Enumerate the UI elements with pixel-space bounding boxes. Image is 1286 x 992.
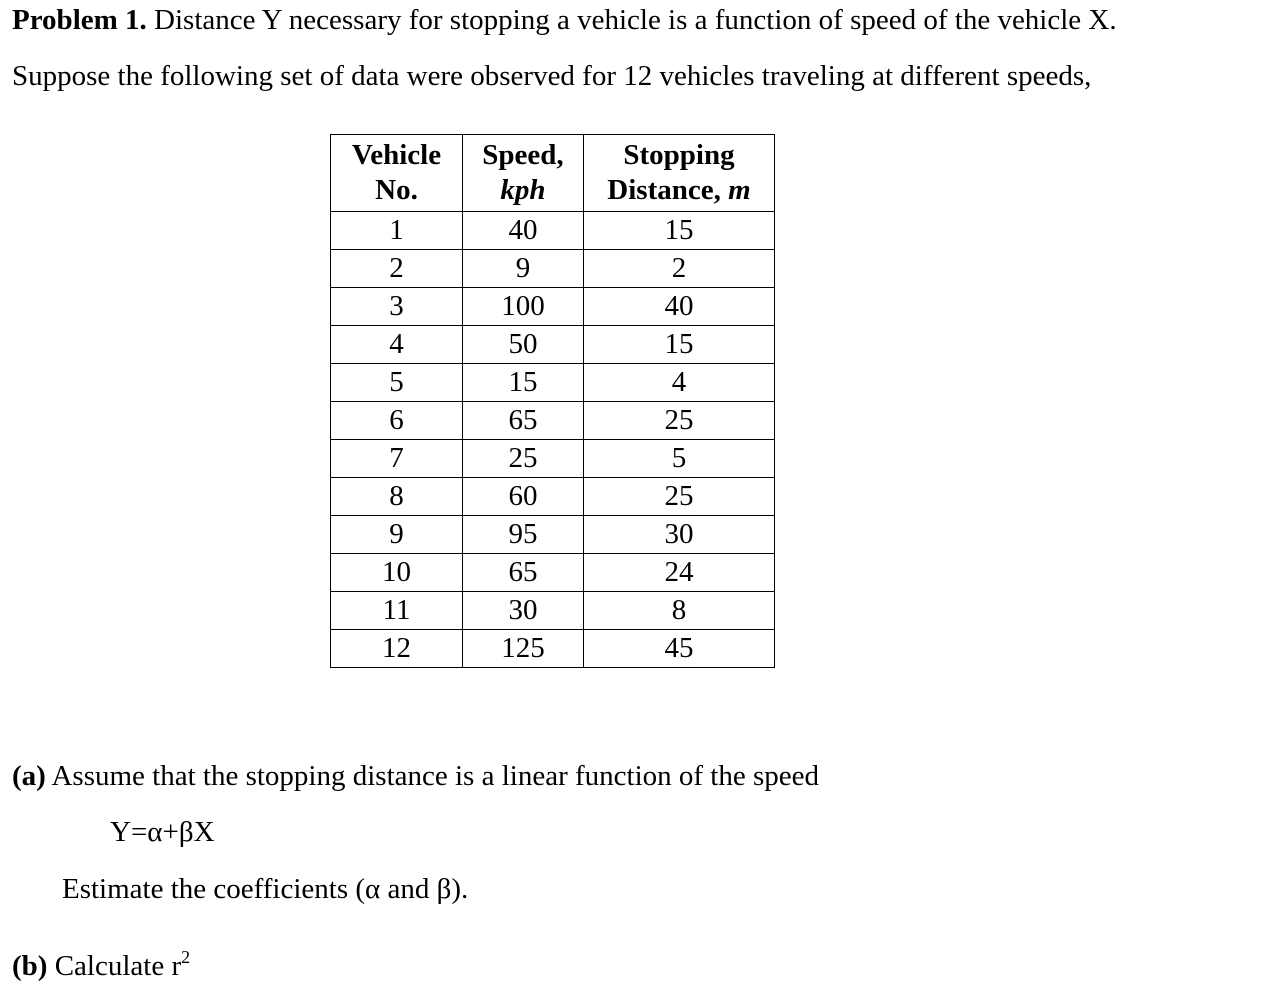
cell-speed: 60 — [463, 478, 584, 516]
cell-vehicle: 9 — [331, 516, 463, 554]
cell-distance: 8 — [584, 592, 775, 630]
cell-speed: 50 — [463, 326, 584, 364]
cell-vehicle: 6 — [331, 402, 463, 440]
table-row — [331, 326, 775, 364]
cell-speed: 25 — [463, 440, 584, 478]
problem-statement-line-2: Suppose the following set of data were observed for 12 vehicles traveling at different speeds, — [12, 60, 1092, 92]
table-row — [331, 516, 775, 554]
cell-vehicle: 4 — [331, 326, 463, 364]
cell-vehicle: 5 — [331, 364, 463, 402]
cell-distance: 25 — [584, 478, 775, 516]
table-row — [331, 592, 775, 630]
table-row — [331, 440, 775, 478]
vehicle-data-table — [330, 134, 775, 668]
table-row — [331, 478, 775, 516]
cell-distance: 5 — [584, 440, 775, 478]
cell-vehicle: 8 — [331, 478, 463, 516]
cell-vehicle: 12 — [331, 630, 463, 668]
r-squared-superscript: 2 — [181, 947, 191, 967]
cell-vehicle: 2 — [331, 250, 463, 288]
cell-speed: 15 — [463, 364, 584, 402]
cell-vehicle: 1 — [331, 212, 463, 250]
cell-distance: 15 — [584, 326, 775, 364]
cell-distance: 15 — [584, 212, 775, 250]
table-row — [331, 554, 775, 592]
cell-speed: 40 — [463, 212, 584, 250]
problem-label: Problem 1. — [12, 4, 147, 36]
cell-vehicle: 7 — [331, 440, 463, 478]
linear-equation: Y=α+βX — [110, 816, 215, 848]
table-header-row — [331, 135, 775, 212]
cell-speed: 65 — [463, 554, 584, 592]
cell-speed: 95 — [463, 516, 584, 554]
part-b-question — [12, 947, 191, 982]
part-a-text: Assume that the stopping distance is a linear function of the speed — [45, 760, 819, 792]
part-b-text: Calculate r — [47, 950, 182, 982]
problem-statement-line-1 — [12, 6, 1117, 35]
part-b-label: (b) — [12, 950, 48, 982]
problem-statement-text-1: Distance Y necessary for stopping a vehicle is a function of speed of the vehicle X. — [146, 4, 1117, 36]
cell-distance: 4 — [584, 364, 775, 402]
cell-speed: 9 — [463, 250, 584, 288]
header-vehicle-no: Vehicle No. — [331, 135, 463, 212]
cell-distance: 25 — [584, 402, 775, 440]
cell-distance: 40 — [584, 288, 775, 326]
part-a-label: (a) — [12, 760, 46, 792]
part-a-question — [12, 762, 819, 791]
cell-speed: 65 — [463, 402, 584, 440]
cell-vehicle: 10 — [331, 554, 463, 592]
table-row — [331, 402, 775, 440]
table-row — [331, 212, 775, 250]
part-a-task: Estimate the coefficients (α and β). — [62, 873, 469, 905]
header-stopping-distance: Stopping Distance, m — [584, 135, 775, 212]
cell-distance: 2 — [584, 250, 775, 288]
cell-speed: 125 — [463, 630, 584, 668]
table-row — [331, 364, 775, 402]
table-row — [331, 250, 775, 288]
cell-vehicle: 11 — [331, 592, 463, 630]
cell-distance: 45 — [584, 630, 775, 668]
header-speed: Speed, kph — [463, 135, 584, 212]
cell-distance: 30 — [584, 516, 775, 554]
table-row — [331, 288, 775, 326]
cell-vehicle: 3 — [331, 288, 463, 326]
cell-distance: 24 — [584, 554, 775, 592]
cell-speed: 100 — [463, 288, 584, 326]
table-row — [331, 630, 775, 668]
cell-speed: 30 — [463, 592, 584, 630]
